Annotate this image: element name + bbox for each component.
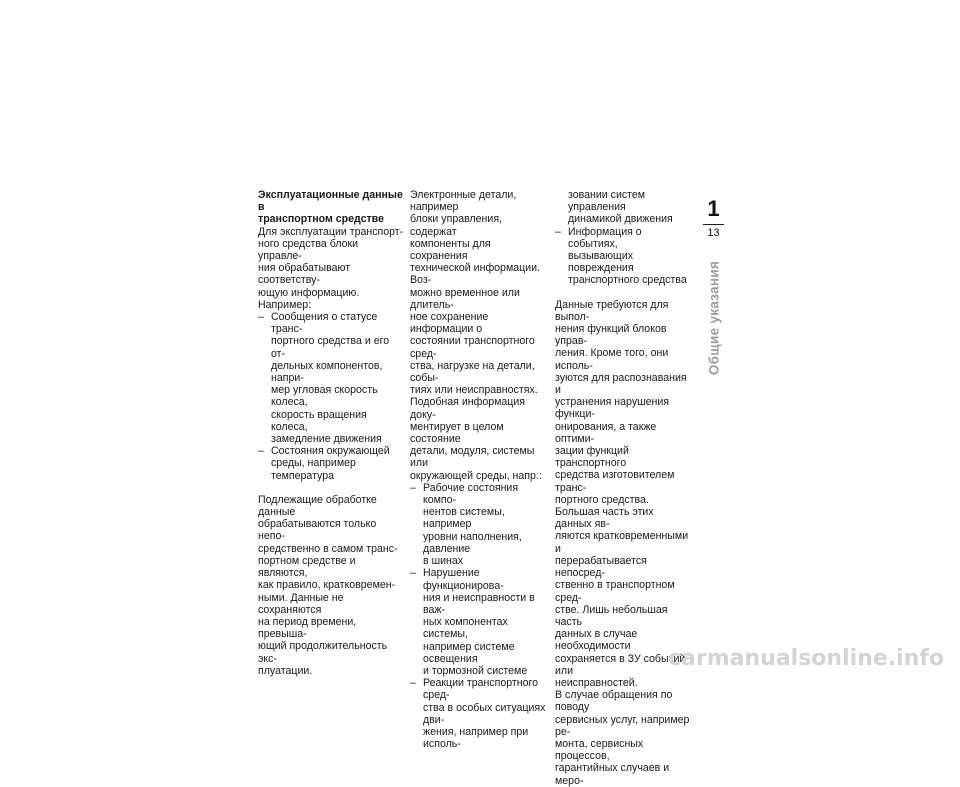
- text-line: зовании систем управления: [568, 189, 646, 214]
- paragraph: [410, 396, 550, 481]
- text-line: ментирует в целом состояние: [410, 420, 504, 446]
- chapter-number: 1: [707, 196, 720, 221]
- text-line: Эксплуатационные данные в: [258, 189, 403, 214]
- text-line: нения функций блоков управ-: [555, 323, 667, 348]
- text-line: транспортного средства: [568, 274, 687, 287]
- list-item: [410, 482, 550, 567]
- text-line: компоненты для сохранения: [410, 237, 491, 263]
- text-line: устранения нарушения функци-: [555, 396, 670, 421]
- text-line: например системе освещения: [423, 640, 515, 665]
- text-line: – Сообщения о статусе транс-: [271, 311, 378, 336]
- text-line: динамикой движения: [568, 213, 673, 226]
- text-line: сохраняется в ЗУ событий или: [555, 652, 686, 677]
- text-line: ного средства блоки управле-: [258, 237, 359, 263]
- text-line: – Рабочие состояния компо-: [423, 481, 519, 507]
- text-line: ния и неисправности в важ-: [423, 591, 535, 616]
- text-line: и тормозной системе: [423, 664, 528, 677]
- text-line: портного средства и его от-: [271, 335, 390, 360]
- list-item: [258, 311, 404, 445]
- paragraph: [555, 299, 692, 506]
- text-line: ными. Данные не сохраняются: [258, 591, 344, 616]
- paragraph: [555, 189, 692, 226]
- text-line: зации функций транспортного: [555, 445, 629, 470]
- text-line: стве. Лишь небольшая часть: [555, 603, 668, 628]
- text-line: портного средства.: [555, 493, 649, 506]
- chapter-divider: [703, 224, 724, 225]
- paragraph: [410, 189, 550, 396]
- text-line: портном средстве и являются,: [258, 554, 356, 580]
- text-line: Подлежащие обработке данные: [258, 493, 377, 519]
- text-line: в шинах: [423, 555, 464, 568]
- text-line: на период времени, превыша-: [258, 615, 357, 641]
- paragraph: [555, 689, 692, 787]
- text-line: ное сохранение информации о: [410, 311, 489, 336]
- text-line: перерабатывается непосред-: [555, 554, 647, 580]
- text-line: – Нарушение функционирова-: [423, 567, 504, 592]
- text-line: вызывающих повреждения: [568, 250, 634, 275]
- paragraph-gap: [258, 482, 404, 494]
- text-line: монта, сервисных процессов,: [555, 737, 644, 763]
- list-item: [410, 567, 550, 677]
- text-line: жения, например при исполь-: [423, 725, 529, 751]
- text-line: ющий продолжительность экс-: [258, 640, 388, 665]
- text-line: технической информации. Воз-: [410, 262, 540, 287]
- text-line: ляются кратковременными и: [555, 530, 689, 555]
- text-line: ства, нагрузке на детали, собы-: [410, 359, 535, 385]
- text-line: ных компонентах системы,: [423, 616, 508, 641]
- text-line: Для эксплуатации транспорт-: [258, 225, 404, 238]
- chapter-tab: [700, 195, 727, 260]
- text-line: средственно в самом транс-: [258, 542, 398, 555]
- text-line: среды, например температура: [271, 457, 356, 482]
- watermark: carmanualsonline.info: [668, 646, 944, 671]
- text-line: онирования, а также оптими-: [555, 420, 657, 445]
- text-line: состоянии транспортного сред-: [410, 335, 535, 360]
- text-line: ства в особых ситуациях дви-: [423, 701, 546, 726]
- list-item: [258, 445, 404, 482]
- text-line: тиях или неисправностях.: [410, 384, 538, 397]
- page-number: 13: [707, 227, 720, 239]
- list-item: [410, 677, 550, 750]
- text-line: блоки управления, содержат: [410, 213, 503, 238]
- text-column-3: [555, 189, 692, 787]
- text-line: ления. Кроме того, они исполь-: [555, 347, 669, 372]
- text-line: детали, модуля, системы или: [410, 445, 535, 470]
- text-line: дельных компонентов, напри-: [271, 359, 383, 385]
- text-line: Большая часть этих данных яв-: [555, 506, 654, 531]
- text-line: уровни наполнения, давление: [423, 530, 522, 555]
- text-line: ющую информацию.: [258, 286, 360, 299]
- text-line: окружающей среды, напр.:: [410, 469, 542, 482]
- text-line: можно временное или длитель-: [410, 286, 520, 311]
- text-column-1: [258, 189, 404, 677]
- chapter-title: Общие указания: [706, 260, 722, 376]
- text-line: ственно в транспортном сред-: [555, 579, 675, 604]
- text-line: – Состояния окружающей: [271, 445, 390, 458]
- text-line: ния обрабатывают соответству-: [258, 262, 351, 287]
- text-line: скорость вращения колеса,: [271, 408, 367, 433]
- text-line: Данные требуются для выпол-: [555, 298, 669, 323]
- text-line: плуатации.: [258, 664, 313, 677]
- text-line: неисправностей.: [555, 676, 638, 689]
- text-line: – Реакции транспортного сред-: [423, 677, 539, 702]
- section-heading: [258, 189, 404, 226]
- paragraph-gap: [555, 287, 692, 299]
- paragraph: [258, 226, 404, 299]
- text-column-2: [410, 189, 550, 750]
- text-line: В случае обращения по поводу: [555, 689, 673, 714]
- text-line: средства изготовителем транс-: [555, 469, 675, 494]
- text-line: Например:: [258, 298, 312, 311]
- text-line: как правило, кратковремен-: [258, 579, 396, 592]
- text-line: обрабатываются только непо-: [258, 518, 377, 543]
- text-line: транспортном средстве: [258, 213, 384, 226]
- text-line: гарантийных случаев и меро-: [555, 762, 670, 787]
- text-line: Подобная информация доку-: [410, 396, 525, 421]
- text-line: зуются для распознавания и: [555, 371, 687, 397]
- list-item: [555, 226, 692, 287]
- paragraph: [258, 299, 404, 311]
- text-line: сервисных услуг, например ре-: [555, 713, 690, 738]
- text-line: Электронные детали, например: [410, 189, 517, 214]
- text-line: нентов системы, например: [423, 506, 505, 531]
- paragraph: [258, 494, 404, 677]
- text-line: замедление движения: [271, 433, 382, 446]
- text-line: – Информация о событиях,: [568, 225, 642, 250]
- text-line: данных в случае необходимости: [555, 628, 638, 653]
- text-line: мер угловая скорость колеса,: [271, 384, 378, 409]
